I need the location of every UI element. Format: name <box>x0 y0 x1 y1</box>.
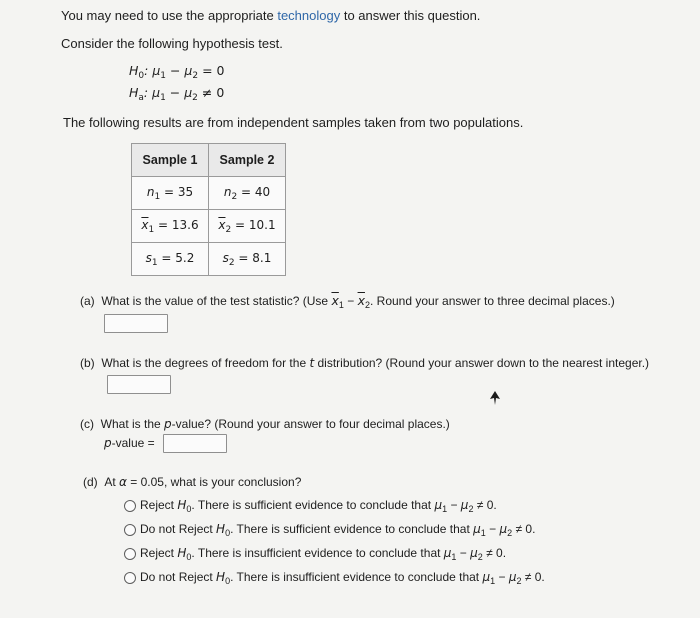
intro-text <box>61 8 480 23</box>
h0-symbol: H <box>129 63 139 78</box>
part-d-label: (d) <box>83 475 98 489</box>
consider-text: Consider the following hypothesis test. <box>61 36 283 51</box>
table-row <box>132 210 286 243</box>
option-label-4[interactable]: Do not Reject $H_0$. There is insufficient evidence to conclude that $\mu_1 - \mu_2 \ne 0$. <box>140 570 545 586</box>
table-row <box>132 243 286 276</box>
h0-sub: 0 <box>138 71 145 81</box>
part-a-label: (a) <box>80 294 95 308</box>
part-a-question: (a) What is the value of the test statistic? (Use $\overline{x}_1 - \overline{x}_2$. Round your answer to three decimal places.) <box>80 293 615 310</box>
technology-link[interactable]: technology <box>277 8 341 23</box>
option-radio-4[interactable] <box>124 572 136 584</box>
option-label-1[interactable]: Reject $H_0$. There is sufficient evidence to conclude that $\mu_1 - \mu_2 \ne 0$. <box>140 498 497 514</box>
mouse-cursor-icon <box>489 391 501 405</box>
option-radio-1[interactable] <box>124 500 136 512</box>
results-text: The following results are from independent samples taken from two populations. <box>63 115 524 130</box>
null-hypothesis <box>129 63 225 81</box>
header-sample-1: Sample 1 <box>132 144 209 177</box>
ha-sub2: 2 <box>192 93 198 103</box>
option-radio-2[interactable] <box>124 524 136 536</box>
ha-symbol: H <box>129 85 139 100</box>
option-radio-3[interactable] <box>124 548 136 560</box>
header-sample-2: Sample 2 <box>209 144 286 177</box>
option-label-2[interactable]: Do not Reject $H_0$. There is sufficient evidence to conclude that $\mu_1 - \mu_2 \ne 0$. <box>140 522 536 538</box>
ha-rhs: ≠ 0 <box>197 85 225 100</box>
h0-sub1: 1 <box>160 71 167 81</box>
ha-mu1: : μ <box>143 85 161 100</box>
h0-sub2: 2 <box>192 71 199 81</box>
part-b-label: (b) <box>80 356 95 370</box>
intro-suffix: to answer this question. <box>340 8 481 23</box>
intro-prefix: You may need to use the appropriate <box>61 8 278 23</box>
cell-s2: $s_2 = 8.1$ <box>209 243 286 276</box>
alt-hypothesis <box>129 85 224 103</box>
h0-rhs: = 0 <box>198 63 225 78</box>
h0-mu2: − μ <box>166 63 193 78</box>
part-b-question: (b) What is the degrees of freedom for the t distribution? (Round your answer down to the nearest integer.) <box>80 356 650 370</box>
p-value-label: p-value = <box>104 436 155 450</box>
part-c-question: (c) What is the p-value? (Round your answer to four decimal places.) <box>80 417 450 431</box>
option-label-3[interactable]: Reject $H_0$. There is insufficient evidence to conclude that $\mu_1 - \mu_2 \ne 0$. <box>140 546 507 562</box>
ha-sub: a <box>138 93 144 103</box>
table-header-row <box>132 144 286 177</box>
cell-n1: $n_1 = 35$ <box>132 177 209 210</box>
cell-x2: $\overline{x}_2 = 10.1$ <box>209 210 286 243</box>
samples-table <box>131 143 286 276</box>
test-statistic-input[interactable] <box>104 314 168 333</box>
part-d-question: (d) At α = 0.05, what is your conclusion? <box>83 475 302 489</box>
part-c-label: (c) <box>80 417 94 431</box>
cell-x1: $\overline{x}_1 = 13.6$ <box>132 210 209 243</box>
degrees-of-freedom-input[interactable] <box>107 375 171 394</box>
h0-mu1: : μ <box>144 63 161 78</box>
ha-mu2: − μ <box>165 85 193 100</box>
ha-sub1: 1 <box>160 93 166 103</box>
cell-s1: $s_1 = 5.2$ <box>132 243 209 276</box>
table-row <box>132 177 286 210</box>
cell-n2: $n_2 = 40$ <box>209 177 286 210</box>
p-value-input[interactable] <box>163 434 227 453</box>
